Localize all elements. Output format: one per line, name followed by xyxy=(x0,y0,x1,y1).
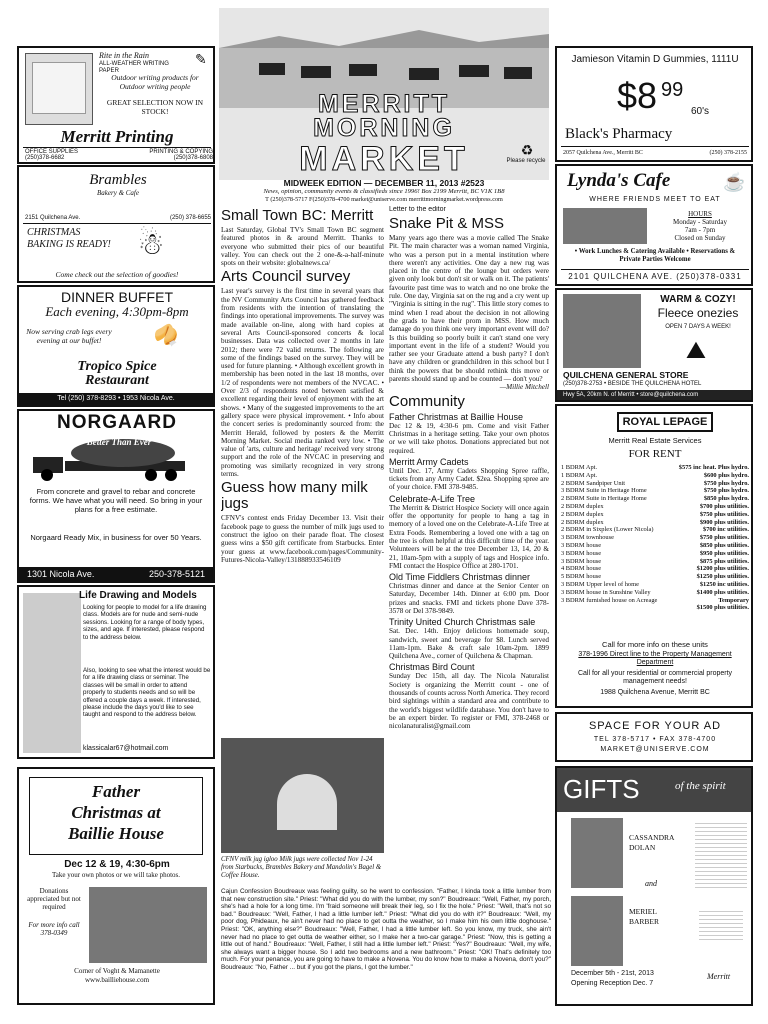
rental-residential-line: Call for all your residential or commercial property management needs! xyxy=(577,670,733,685)
cafe-services: • Work Lunches & Catering Available • Reservations & Private Parties Welcome xyxy=(574,248,736,263)
price-dollars: $8 xyxy=(617,75,658,116)
rental-row xyxy=(561,573,749,581)
letter-signature: —Millie Mitchell xyxy=(499,383,549,392)
cafe-food-photo xyxy=(563,208,647,244)
product-sub: ALL-WEATHER WRITING PAPER xyxy=(99,61,169,74)
fc-donations: Donations appreciated but not required xyxy=(27,887,81,912)
onezies-photo xyxy=(563,294,641,368)
print-label: PRINTING & COPYING xyxy=(149,149,213,155)
rental-desc: 3 BDRM house xyxy=(561,549,602,557)
brambles-message: CHRISTMAS BAKING IS READY! xyxy=(27,227,111,250)
rental-row xyxy=(561,511,749,519)
gifts-dates: December 5th - 21st, 2013 xyxy=(571,970,654,977)
community-item-body: Christmas dinner and dance at the Senior Center on Saturday, December 14th. Dinner at 6:00 pm. Door prizes and snacks. FMI and tickets phone Dave 378-3578 or Del 378-9849. xyxy=(389,582,549,615)
space-ad-email[interactable]: MARKET@UNISERVE.COM xyxy=(600,746,710,753)
quilchena-phone-line: (250)378-2753 • BESIDE THE QUILCHENA HOTEL xyxy=(563,381,702,387)
community-item-body: Sunday Dec 15th, all day. The Nicola Naturalist Society is organizing the Merritt count - one of thousands of counts across North America. They record bird sightings within a standard area and contribute to the world's biggest wildlife database. You don't have to be an expert birder. To register or FMI, 378-2468 or nicolanaturalist@gmail.com xyxy=(389,672,549,731)
rental-price: $700 plus utilities. xyxy=(699,502,749,510)
rental-row xyxy=(561,604,749,612)
space-for-ad xyxy=(555,712,753,762)
fc-web[interactable]: www.bailliehouse.com xyxy=(84,976,150,984)
quilchena-headline1: WARM & COZY! xyxy=(660,294,736,305)
rental-desc: 3 BDRM Suite in Heritage Home xyxy=(561,487,647,495)
rental-price: $750 plus hydro. xyxy=(703,487,749,495)
fc-more-info: For more info call 378-0349 xyxy=(28,921,80,938)
rental-row xyxy=(561,534,749,542)
masthead xyxy=(219,8,549,180)
life-drawing-para2: Also, looking to see what the interest would be for a life drawing class or seminar. The classes will be small in order to attend properly to students needs and so will be offered a couple days a week. If interested, please include the days you'd like to see taught and respond to the address below. xyxy=(83,667,211,719)
artist2-last: BARBER xyxy=(629,917,660,926)
brambles-footer: Come check out the selection of goodies! xyxy=(55,270,179,279)
letter-kicker: Letter to the editor xyxy=(389,206,446,213)
rental-row xyxy=(561,589,749,597)
father-christmas-ad xyxy=(17,767,215,1005)
printing-name: Merritt Printing xyxy=(60,127,174,146)
rental-price: $850 plus hydro. xyxy=(703,495,749,503)
rental-price: $1250 inc utilities. xyxy=(699,580,749,588)
brambles-name: Brambles xyxy=(89,172,147,188)
life-drawing-email[interactable]: klassicalar67@hotmail.com xyxy=(83,745,169,752)
rental-direct-line: 378-1996 Direct line to the Property Management Department xyxy=(578,651,732,666)
community-item-body: Sat. Dec. 14th. Enjoy delicious homemade soup, sandwich, sweet and beverage for $8. Lunch served 11am-1pm. Bake & craft sale 10am-2pm. 1899 Quilchena Ave., corner of Quilchena & Chapman. xyxy=(389,627,549,661)
rental-row xyxy=(561,464,749,472)
rental-desc: 1 BDRM Apt. xyxy=(561,471,598,479)
father-christmas-photo xyxy=(89,887,207,963)
letter-headline: Snake Pit & MSS xyxy=(389,215,505,232)
hours-label: HOURS xyxy=(688,210,712,218)
product-note: Outdoor writing products for Outdoor writing people xyxy=(111,73,199,91)
tagline: News, opinion, community events & classifieds since 1996! Box 2199 Merritt, BC V1K 1B8 xyxy=(263,188,505,195)
community-item-title: Christmas Bird Count xyxy=(389,662,475,673)
life-drawing-ad xyxy=(17,585,215,759)
artist2-photo xyxy=(571,896,623,966)
cafe-address: 2101 QUILCHENA AVE. (250)378-0331 xyxy=(568,272,742,281)
gifts-of-spirit-ad xyxy=(555,766,753,1006)
arts-council-body: Last year's survey is the first time in several years that the NV Community Arts Council has gathered feedback from residents with the intention of translating the findings into operational improvements. The survey was made available on-line, along with hard copies at several Arts Council-sponsored concerts & local businesses. Data was collected over 2 months in late 2012; there were 72 valid returns. The following are some of the findings based on the survey. They will be used for future planning. • Although excellent growth in membership has been noted in the last 18 months, over 1/2 of respondents were not members of the NVCAC. • Over 2/3 of respondents noted between satisfied & excellent regarding their level of enjoyment with the art shows. • Many of the suggested improvements to the art gallery space were physical improvement. • Info about the concert series is predominantly sourced from: the Merritt Herald, followed by posters & the Merritt Morning Market. Social media ranked very low. • The value of 'arts, culture and heritage' received very strong support and the role of the NVCAC in preserving and promoting was similarly recognized in very strong terms. xyxy=(221,287,384,479)
community-item-title: Celebrate-A-Life Tree xyxy=(389,493,476,504)
small-town-body: Last Saturday, Global TV's Small Town BC segment featured photos in & around Merritt. Thanks to everyone who submitted their pics of our beautiful valley. You can check out the 2 one-&-a-half-minute spots on their website: globalnews.ca/ xyxy=(221,226,384,268)
pharmacy-name: Black's Pharmacy xyxy=(565,126,673,142)
sponsor-fine-print xyxy=(699,908,743,942)
fc-title-2: Christmas at xyxy=(71,803,161,822)
artist1-last: DOLAN xyxy=(629,843,656,852)
igloo-photo xyxy=(221,738,384,853)
rental-desc: 3 BDRM house xyxy=(561,557,602,565)
title-line3: MARKET xyxy=(299,140,469,178)
norgaard-address: 1301 Nicola Ave. xyxy=(27,569,95,579)
hours-line2: 7am - 7pm xyxy=(684,226,716,234)
fc-title-1: Father xyxy=(91,782,141,801)
quilchena-store-ad xyxy=(555,288,753,402)
recycle-note: Please recycle xyxy=(506,158,546,164)
price-cents: 99 xyxy=(661,79,684,101)
rental-desc: 2 BDRM duplex xyxy=(561,510,604,518)
rental-desc: 3 BDRM Upper level of home xyxy=(561,580,639,588)
rental-price: $700 inc utilities. xyxy=(703,526,749,534)
rental-row xyxy=(561,550,749,558)
life-drawing-para1: Looking for people to model for a life drawing class. Models are for nude and semi-nude sessions. Looking for a range of body types, sizes, and age. If interested, please respond to the address below. xyxy=(83,604,207,641)
rental-desc: 2 BDRM Suite in Heritage Home xyxy=(561,495,647,503)
fc-dates: Dec 12 & 19, 4:30-6pm xyxy=(64,859,170,870)
gifts-logo: Merritt xyxy=(707,972,731,981)
restaurant-name-2: Restaurant xyxy=(85,373,149,388)
stock-note: GREAT SELECTION NOW IN STOCK! xyxy=(106,98,204,116)
rental-price: Temporary xyxy=(718,596,749,604)
rental-price: $750 plus hydro. xyxy=(703,479,749,487)
artist1-photo xyxy=(571,818,623,888)
notebook-image xyxy=(25,53,93,125)
norgaard-text2: Norgaard Ready Mix, in business for over 50 Years. xyxy=(30,533,202,542)
rental-desc: 3 BDRM furnished house on Acreage xyxy=(561,596,658,604)
gifts-reception: Opening Reception Dec. 7 xyxy=(571,980,654,987)
hours-line1: Monday - Saturday xyxy=(672,218,728,226)
pharmacy-phone: (250) 378-2155 xyxy=(709,150,747,156)
product-brand: Rite in the Rain xyxy=(99,51,149,60)
fc-note: Take your own photos or we will take photos. xyxy=(51,871,181,879)
gifts-and: and xyxy=(645,879,657,888)
artist1-first: CASSANDRA xyxy=(629,833,675,842)
rental-price: $575 inc heat. Plus hydro. xyxy=(678,464,749,471)
milk-jugs-body: CFNV's contest ends Friday December 13. Visit their facebook page to guess the number of milk jugs used to construct the igloo on their parade float. The closest guess wins a $50 gift certificate from Starbucks. Enter your guess at www.facebook.com/pages/Community-Futures-Nicola-Valley/131888933546109 xyxy=(221,514,384,564)
rental-desc: 5 BDRM house xyxy=(561,573,602,581)
rental-row xyxy=(561,519,749,527)
community-item-body: Dec 12 & 19, 4:30-6 pm. Come and visit Father Christmas in a heritage setting. Take your own photos or we will take photos. Donations appreciated but not required. xyxy=(389,421,549,455)
restaurant-name-1: Tropico Spice xyxy=(77,359,157,374)
community-item-title: Merritt Army Cadets xyxy=(389,456,469,467)
rental-row xyxy=(561,565,749,573)
lyndas-cafe-ad xyxy=(555,164,753,286)
community-item-title: Father Christmas at Baillie House xyxy=(389,411,524,422)
dinner-buffet-ad xyxy=(17,285,215,407)
rental-desc: 3 BDRM house xyxy=(561,541,602,549)
figure-sketch-image xyxy=(23,593,81,753)
brambles-sub: Bakery & Cafe xyxy=(97,189,139,197)
edition-line: MIDWEEK EDITION — DECEMBER 11, 2013 #2523 xyxy=(283,178,485,188)
rental-price: $875 plus utilities. xyxy=(699,557,749,565)
rental-desc: 4 BDRM house xyxy=(561,565,602,573)
norgaard-slogan: Better Than Ever xyxy=(86,437,152,447)
gingerbread-icon: ☃ xyxy=(137,228,165,261)
rental-row xyxy=(561,542,749,550)
divider xyxy=(23,223,211,224)
rental-row xyxy=(561,526,749,534)
pharmacy-address: 2057 Quilchena Ave., Merritt BC xyxy=(563,150,643,156)
title-line2: MORNING xyxy=(313,114,455,142)
rental-desc: 1 BDRM Apt. xyxy=(561,464,598,471)
community-item-title: Trinity United Church Christmas sale xyxy=(389,617,536,628)
community-item-body: The Merritt & District Hospice Society will once again offer the opportunity for people to hang a tag in memory of a loved one on the Celebrate-A-Life Tree at Extra Foods. Remembering a loved one with a tag on the tree is often helpful at this difficult time of the year. Volunteers will be at the tree December 13, 14, 20 & 21, 10am-5pm with a supply of tags and Hospice info. FMI contact the Hospice Office at 280-1701. xyxy=(389,503,549,570)
divider xyxy=(23,147,211,148)
open-note: OPEN 7 DAYS A WEEK! xyxy=(665,324,731,330)
hours-line3: Closed on Sunday xyxy=(674,234,726,242)
center-right-column xyxy=(389,206,549,886)
rental-address: 1988 Quilchena Avenue, Merritt BC xyxy=(600,689,710,696)
rental-price: $750 plus utilities. xyxy=(699,534,749,542)
norgaard-footer xyxy=(19,567,213,581)
rental-desc: 2 BDRM Sandpiper Unit xyxy=(561,479,626,487)
fc-title-3: Baillie House xyxy=(68,824,164,843)
for-rent-heading: FOR RENT xyxy=(628,448,682,460)
igloo-caption: CFNV milk jug igloo Milk jugs were collected Nov 1-24 from Starbucks, Brambles Bakery and Mandolin's Bagel & Coffee House. xyxy=(221,856,382,879)
blacks-pharmacy-ad xyxy=(555,46,753,162)
title-line1: MERRITT xyxy=(317,90,451,118)
brambles-ad xyxy=(17,165,215,283)
buffet-hours: Each evening, 4:30pm-8pm xyxy=(45,304,189,319)
small-town-headline: Small Town BC: Merritt xyxy=(221,207,374,224)
rental-desc: 2 BDRM duplex xyxy=(561,518,604,526)
rental-row xyxy=(561,503,749,511)
rental-price: $1250 plus utilities. xyxy=(696,573,749,581)
royal-lepage-office: Merritt Real Estate Services xyxy=(608,436,702,445)
rental-row xyxy=(561,597,749,605)
gifts-title: GIFTS xyxy=(563,774,640,804)
merritt-printing-ad xyxy=(17,46,215,164)
divider xyxy=(561,269,749,270)
quilchena-address-line: Hwy 5A, 20km N. of Merritt • store@quilchena.com xyxy=(557,390,751,400)
rental-call-line: Call for more info on these units xyxy=(602,640,708,649)
rental-row xyxy=(561,472,749,480)
contact-line: T (250)378-5717 F(250)378-4700 market@uniserve.com merrittmorningmarket.wordpress.com xyxy=(265,196,503,203)
pen-icon: ✎ xyxy=(195,51,207,67)
rental-price: $1500 plus utilities. xyxy=(696,604,749,612)
letter-body: Many years ago there was a movie called The Snake Pit. The main character was a woman named Virginia, who was a person put in a mental institution where there weren't any activities. One day a new rug was placed in the centre of the lounge but orders were given only look but don't sit or walk on it. The patients' favourite past time was to watch and no one broke the rule. One day, Virginia sat on the rug and a cry went up "Virginia is sitting in the rug". This little story comes to mind when I read about the decision in not allowing the grads to have their prom in MSS. How much damage do you think one very important event will do? Is this building so poorly built it can't stand one very important event in the life of a student? Would you rather see your Graduate attend a bush party? I don't have any children or grandchildren in this school but I think the powers that be should rethink this move or parents should stand up and be counted — don't you? xyxy=(389,234,549,384)
store-logo-icon: ⛰ xyxy=(685,338,707,364)
divider xyxy=(561,146,749,147)
rental-row xyxy=(561,581,749,589)
pharmacy-product: Jamieson Vitamin D Gummies, 1111U xyxy=(571,54,739,65)
rental-price: $1200 plus utilities. xyxy=(696,565,749,573)
space-ad-title: SPACE FOR YOUR AD xyxy=(588,720,722,732)
quilchena-name: QUILCHENA GENERAL STORE xyxy=(563,370,689,380)
milk-jugs-headline: Guess how many milk jugs xyxy=(221,479,368,513)
community-item-title: Old Time Fiddlers Christmas dinner xyxy=(389,572,531,583)
community-headline: Community xyxy=(389,392,465,410)
rental-price: $900 plus utilities. xyxy=(699,518,749,526)
rental-price: $850 plus utilities. xyxy=(699,541,749,549)
rental-desc: 2 BDRM in Sixplex (Lower Nicola) xyxy=(561,526,654,534)
norgaard-brand: NORGAARD xyxy=(57,412,177,433)
price-count: 60's xyxy=(691,106,710,117)
quilchena-headline2: Fleece onezies xyxy=(657,306,739,320)
rental-desc: 2 BDRM duplex xyxy=(561,502,604,510)
norgaard-phone: 250-378-5121 xyxy=(148,569,205,579)
fortune-cookie-icon: 🥠 xyxy=(153,325,179,347)
rental-row xyxy=(561,558,749,566)
recycle-icon: ♻ xyxy=(520,142,534,158)
rental-desc xyxy=(561,604,697,612)
space-ad-contact: TEL 378-5717 • FAX 378-4700 xyxy=(593,736,717,743)
royal-lepage-logo: ROYAL LEPAGE xyxy=(617,412,713,432)
gifts-subtitle: of the spirit xyxy=(675,780,726,792)
print-phone: (250)378-6808 xyxy=(173,155,213,161)
buffet-title: DINNER BUFFET xyxy=(61,289,173,305)
fc-address: Corner of Voght & Mamanette xyxy=(74,967,160,975)
rental-row xyxy=(561,480,749,488)
cajun-confession-joke: Cajun Confession Boudreaux was feeling guilty, so he went to confession. "Father, I kinda took a little lumber from that new construction site." Priest: "What did you do with the lumber, my son?" Boudreaux: "Well, Father, my porch, she's had a hole for a long time. I'm 'fraid someone will break their leg, so I fix the hole." Priest: "Well, that's not so bad." Boudreaux: "Well, Father, I had a little lumber left." Priest: "What did you do with it?" Boudreaux: "Well, my poor dog, Phideaux, he ain't never had no place to get outta the weather, so I make him his own little doghouse." Priest: "OK, anything else?" Boudreaux: "Well, Father, I had a little lumber left. So you know, my truck, she ain't never had no place to get outta de weather either, so I make her a two-car garage." Priest: "Now, this is getting a little out of hand." Boudreaux: "Well, Father, I still had a little lumber left." Priest: "Yes?" Boudreaux: "Well, my wife, she always want a bigger house. So I add two bedrooms and a new bathroom." Priest: "OK! That's definitely too much. For your penance, you are going to have to make a Novena. You do know how to make a Novena, don't you?" Boudreaux: "No, Father ... but if you got the plans, I got the lumber." xyxy=(221,888,551,971)
rental-price: $750 plus utilities. xyxy=(699,510,749,518)
buffet-note: Now serving crab legs every evening at our buffet! xyxy=(26,327,112,345)
brambles-address: 2151 Quilchena Ave. xyxy=(25,215,81,221)
cafe-name: Lynda's Cafe xyxy=(567,170,671,191)
rental-price: $950 plus utilities. xyxy=(699,549,749,557)
norgaard-ad xyxy=(17,409,215,583)
royal-lepage-ad xyxy=(555,404,753,708)
rental-row xyxy=(561,495,749,503)
rental-desc: 3 BDRM house in Sunshine Valley xyxy=(561,588,651,596)
event-fine-print xyxy=(695,820,747,890)
life-drawing-title: Life Drawing and Models xyxy=(79,590,197,601)
coffee-cup-icon: ☕ xyxy=(723,172,746,192)
rental-row xyxy=(561,487,749,495)
buffet-contact: Tel (250) 378-8293 • 1953 Nicola Ave. xyxy=(19,393,213,405)
rental-price: $1400 plus utilities. xyxy=(696,588,749,596)
office-label: OFFICE SUPPLIES xyxy=(25,149,79,155)
community-item-body: Until Dec. 17, Army Cadets Shopping Spree raffle, tickets from any Army Cadet. $2ea. Shopping spree are of your choice. FMI 378-9485. xyxy=(389,466,549,492)
arts-council-headline: Arts Council survey xyxy=(221,268,351,286)
rental-desc: 3 BDRM townhouse xyxy=(561,534,614,542)
rental-price: $600 plus hydro. xyxy=(703,471,749,479)
rental-list xyxy=(561,464,749,612)
cafe-slogan: WHERE FRIENDS MEET TO EAT xyxy=(589,196,721,203)
office-phone: (250)378-6682 xyxy=(25,155,65,161)
artist2-first: MERIEL xyxy=(629,907,657,916)
brambles-phone: (250) 378-6655 xyxy=(169,215,211,221)
norgaard-text1: From concrete and gravel to rebar and concrete forms. We have what you will need. So bring in your plans for a free estimate. xyxy=(29,487,203,514)
